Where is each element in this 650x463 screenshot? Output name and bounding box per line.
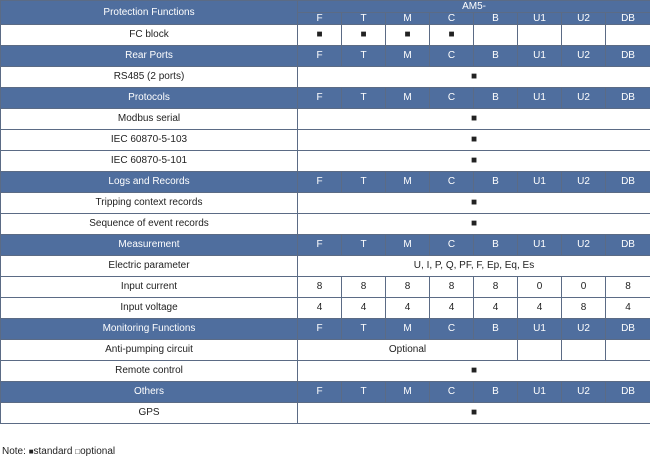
feature-cell-t: 8	[342, 277, 386, 298]
variant-header-u2: U2	[562, 13, 606, 25]
section-title: Others	[1, 382, 298, 403]
variant-header-db: DB	[606, 319, 650, 340]
standard-mark-icon: ■	[28, 447, 34, 456]
feature-cell-m: 8	[386, 277, 430, 298]
section-title: Measurement	[1, 235, 298, 256]
feature-label: GPS	[1, 403, 298, 424]
section-header-row	[1, 319, 650, 340]
variant-header-b: B	[474, 13, 518, 25]
variant-header-u2: U2	[562, 382, 606, 403]
feature-label: Tripping context records	[1, 193, 298, 214]
variant-header-c: C	[430, 88, 474, 109]
feature-cell-u2	[562, 25, 606, 46]
note-standard-label: standard	[33, 446, 73, 457]
feature-cell-db: 8	[606, 277, 650, 298]
feature-row	[1, 298, 650, 319]
feature-cell-f: 4	[298, 298, 342, 319]
feature-cell-db	[606, 340, 650, 361]
feature-row	[1, 361, 650, 382]
section-header-row	[1, 46, 650, 67]
variant-header-m: M	[386, 382, 430, 403]
feature-value-all: U, I, P, Q, PF, F, Ep, Eq, Es	[298, 256, 650, 277]
variant-header-db: DB	[606, 235, 650, 256]
feature-row	[1, 214, 650, 235]
feature-row	[1, 193, 650, 214]
variant-header-f: F	[298, 382, 342, 403]
feature-row	[1, 25, 650, 46]
variant-header-b: B	[474, 319, 518, 340]
variant-header-m: M	[386, 172, 430, 193]
variant-header-m: M	[386, 13, 430, 25]
variant-header-c: C	[430, 46, 474, 67]
section-header-row	[1, 88, 650, 109]
variant-header-u2: U2	[562, 172, 606, 193]
variant-header-t: T	[342, 13, 386, 25]
feature-cell-t: 4	[342, 298, 386, 319]
variant-header-m: M	[386, 88, 430, 109]
variant-header-db: DB	[606, 172, 650, 193]
feature-cell-u1	[518, 25, 562, 46]
feature-label: Sequence of event records	[1, 214, 298, 235]
variant-header-b: B	[474, 46, 518, 67]
variant-header-t: T	[342, 172, 386, 193]
feature-row	[1, 256, 650, 277]
feature-cell-b	[474, 25, 518, 46]
variant-header-u2: U2	[562, 319, 606, 340]
note-prefix: Note:	[2, 446, 29, 457]
feature-value-partial: Optional	[298, 340, 518, 361]
variant-header-t: T	[342, 88, 386, 109]
feature-label: Modbus serial	[1, 109, 298, 130]
variant-header-u1: U1	[518, 319, 562, 340]
section-title: Protocols	[1, 88, 298, 109]
section-title: Protection Functions	[1, 1, 298, 25]
section-title: Monitoring Functions	[1, 319, 298, 340]
feature-cell-c: 8	[430, 277, 474, 298]
variant-header-db: DB	[606, 88, 650, 109]
feature-cell-db	[606, 25, 650, 46]
variant-header-f: F	[298, 235, 342, 256]
feature-cell-u2: 0	[562, 277, 606, 298]
note-optional-label: optional	[80, 446, 116, 457]
feature-label: IEC 60870-5-101	[1, 151, 298, 172]
variant-header-u1: U1	[518, 235, 562, 256]
feature-cell-db: 4	[606, 298, 650, 319]
variant-header-u2: U2	[562, 88, 606, 109]
feature-cell-b: 4	[474, 298, 518, 319]
feature-cell-c: ■	[430, 25, 474, 46]
feature-label: FC block	[1, 25, 298, 46]
feature-label: IEC 60870-5-103	[1, 130, 298, 151]
variant-header-c: C	[430, 13, 474, 25]
feature-value-all: ■	[298, 403, 650, 424]
variant-header-f: F	[298, 46, 342, 67]
feature-cell-f: ■	[298, 25, 342, 46]
variant-header-c: C	[430, 235, 474, 256]
section-header-row	[1, 172, 650, 193]
feature-cell-u1: 0	[518, 277, 562, 298]
variant-header-db: DB	[606, 13, 650, 25]
variant-header-c: C	[430, 172, 474, 193]
feature-value-all: ■	[298, 130, 650, 151]
feature-cell-m: 4	[386, 298, 430, 319]
feature-label: RS485 (2 ports)	[1, 67, 298, 88]
section-header-row	[1, 1, 650, 13]
variant-header-t: T	[342, 235, 386, 256]
variant-header-b: B	[474, 235, 518, 256]
variant-header-b: B	[474, 88, 518, 109]
feature-cell-t: ■	[342, 25, 386, 46]
feature-row	[1, 151, 650, 172]
feature-label: Input voltage	[1, 298, 298, 319]
feature-cell-u1	[518, 340, 562, 361]
variant-header-m: M	[386, 46, 430, 67]
optional-mark-icon: □	[75, 447, 81, 456]
feature-row	[1, 67, 650, 88]
feature-label: Anti-pumping circuit	[1, 340, 298, 361]
variant-header-t: T	[342, 319, 386, 340]
section-header-row	[1, 382, 650, 403]
feature-value-all: ■	[298, 214, 650, 235]
feature-label: Input current	[1, 277, 298, 298]
variant-header-c: C	[430, 382, 474, 403]
variant-header-u1: U1	[518, 88, 562, 109]
variant-header-u2: U2	[562, 46, 606, 67]
variant-header-u1: U1	[518, 46, 562, 67]
variant-header-f: F	[298, 13, 342, 25]
feature-value-all: ■	[298, 109, 650, 130]
variant-header-u1: U1	[518, 13, 562, 25]
feature-row	[1, 403, 650, 424]
feature-value-all: ■	[298, 67, 650, 88]
variant-header-f: F	[298, 319, 342, 340]
variant-header-b: B	[474, 382, 518, 403]
feature-value-all: ■	[298, 151, 650, 172]
variant-header-f: F	[298, 172, 342, 193]
feature-label: Remote control	[1, 361, 298, 382]
variant-header-c: C	[430, 319, 474, 340]
variant-header-u1: U1	[518, 382, 562, 403]
feature-cell-u2: 8	[562, 298, 606, 319]
feature-row	[1, 277, 650, 298]
feature-cell-u1: 4	[518, 298, 562, 319]
feature-row	[1, 109, 650, 130]
feature-row	[1, 130, 650, 151]
variant-header-db: DB	[606, 46, 650, 67]
variant-header-t: T	[342, 46, 386, 67]
section-header-row	[1, 235, 650, 256]
variant-header-m: M	[386, 235, 430, 256]
variant-header-t: T	[342, 382, 386, 403]
feature-cell-m: ■	[386, 25, 430, 46]
feature-row	[1, 340, 650, 361]
feature-cell-c: 4	[430, 298, 474, 319]
feature-label: Electric parameter	[1, 256, 298, 277]
variant-header-f: F	[298, 88, 342, 109]
feature-value-all: ■	[298, 361, 650, 382]
feature-cell-f: 8	[298, 277, 342, 298]
feature-cell-b: 8	[474, 277, 518, 298]
section-title: Logs and Records	[1, 172, 298, 193]
variant-header-m: M	[386, 319, 430, 340]
feature-cell-u2	[562, 340, 606, 361]
feature-value-all: ■	[298, 193, 650, 214]
section-title: Rear Ports	[1, 46, 298, 67]
model-prefix: AM5-	[298, 1, 650, 13]
variant-header-u1: U1	[518, 172, 562, 193]
variant-header-u2: U2	[562, 235, 606, 256]
legend-note	[2, 445, 115, 459]
variant-header-db: DB	[606, 382, 650, 403]
variant-header-b: B	[474, 172, 518, 193]
